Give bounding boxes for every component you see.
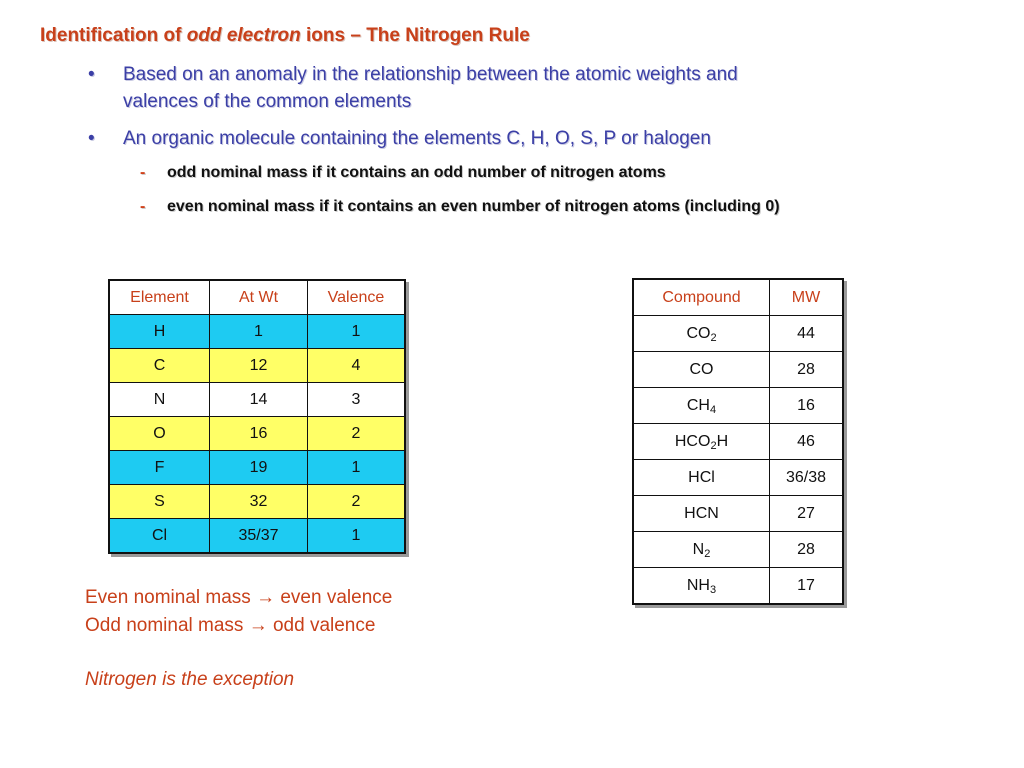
sub-bullet-text: odd nominal mass if it contains an odd number of nitrogen atoms <box>167 164 666 181</box>
cell-at-wt: 12 <box>210 349 308 383</box>
formula-subscript: 2 <box>710 331 717 344</box>
cell-valence: 2 <box>308 417 406 451</box>
cell-compound <box>633 388 770 424</box>
formula-subscript: 2 <box>704 547 711 560</box>
formula-main: CO <box>686 324 711 342</box>
cell-valence: 3 <box>308 383 406 417</box>
header-mw: MW <box>770 279 844 316</box>
cell-mw: 28 <box>770 352 844 388</box>
cell-compound <box>633 424 770 460</box>
header-valence: Valence <box>308 280 406 315</box>
formula-tail: H <box>716 432 729 450</box>
cell-mw: 46 <box>770 424 844 460</box>
cell-element: F <box>109 451 210 485</box>
cell-valence: 2 <box>308 485 406 519</box>
formula-subscript: 2 <box>710 439 717 452</box>
header-compound: Compound <box>633 279 770 316</box>
table-row <box>109 485 405 519</box>
table-row <box>633 460 843 496</box>
cell-compound <box>633 532 770 568</box>
title-emphasis: odd electron <box>186 25 301 46</box>
formula-main: CH <box>686 396 710 414</box>
formula-main: NH <box>686 576 710 594</box>
formula-main: HCO <box>674 432 711 450</box>
formula-main: HCN <box>684 504 719 522</box>
header-at-wt: At Wt <box>210 280 308 315</box>
table-row <box>109 519 405 554</box>
table-row <box>109 383 405 417</box>
table-header-row <box>109 280 405 315</box>
note-even <box>85 587 392 609</box>
cell-at-wt: 35/37 <box>210 519 308 554</box>
sub-bullet-marker: - <box>140 164 146 181</box>
bullet-marker: • <box>88 128 95 149</box>
note-exception: Nitrogen is the exception <box>85 669 295 690</box>
table-row <box>633 388 843 424</box>
arrow-icon: → <box>256 587 276 608</box>
formula-subscript: 3 <box>709 583 717 596</box>
table-header-row <box>633 279 843 316</box>
cell-mw: 28 <box>770 532 844 568</box>
formula-main: HCl <box>688 468 715 486</box>
table-row <box>109 417 405 451</box>
bullet-text: An organic molecule containing the elements C, H, O, S, P or halogen <box>123 128 711 149</box>
header-element: Element <box>109 280 210 315</box>
table-row <box>109 451 405 485</box>
cell-mw: 17 <box>770 568 844 605</box>
table-row <box>633 496 843 532</box>
cell-element: O <box>109 417 210 451</box>
element-table <box>108 279 406 554</box>
cell-mw: 36/38 <box>770 460 844 496</box>
compound-table <box>632 278 844 605</box>
sub-bullet-marker: - <box>140 198 146 215</box>
cell-at-wt: 16 <box>210 417 308 451</box>
cell-valence: 1 <box>308 451 406 485</box>
cell-element: Cl <box>109 519 210 554</box>
cell-element: H <box>109 315 210 349</box>
title-suffix: ions – The Nitrogen Rule <box>300 25 530 46</box>
table-row <box>633 532 843 568</box>
formula-subscript: 4 <box>709 403 717 416</box>
cell-at-wt: 32 <box>210 485 308 519</box>
cell-mw: 27 <box>770 496 844 532</box>
formula-main: N <box>692 540 705 558</box>
note-odd-pre: Odd nominal mass <box>85 615 249 636</box>
cell-compound <box>633 460 770 496</box>
table-row <box>633 568 843 605</box>
cell-valence: 1 <box>308 519 406 554</box>
formula-main: CO <box>689 360 714 378</box>
sub-bullet-text: even nominal mass if it contains an even number of nitrogen atoms (including 0) <box>167 198 780 215</box>
title-prefix: Identification of <box>40 25 187 46</box>
cell-compound <box>633 352 770 388</box>
note-odd <box>85 615 375 637</box>
cell-compound <box>633 496 770 532</box>
cell-valence: 1 <box>308 315 406 349</box>
cell-compound <box>633 316 770 352</box>
cell-compound <box>633 568 770 605</box>
cell-element: S <box>109 485 210 519</box>
cell-mw: 44 <box>770 316 844 352</box>
cell-element: N <box>109 383 210 417</box>
table-row <box>633 424 843 460</box>
cell-at-wt: 1 <box>210 315 308 349</box>
cell-mw: 16 <box>770 388 844 424</box>
cell-at-wt: 14 <box>210 383 308 417</box>
table-row <box>633 352 843 388</box>
arrow-icon: → <box>248 615 268 636</box>
table-row <box>109 349 405 383</box>
cell-valence: 4 <box>308 349 406 383</box>
bullet-text-line2: valences of the common elements <box>123 91 412 112</box>
bullet-organic-molecule <box>88 126 908 152</box>
cell-at-wt: 19 <box>210 451 308 485</box>
note-odd-post: odd valence <box>267 615 376 636</box>
table-row <box>633 316 843 352</box>
cell-element: C <box>109 349 210 383</box>
bullet-text-line1: Based on an anomaly in the relationship between the atomic weights and <box>123 64 738 85</box>
note-even-pre: Even nominal mass <box>85 587 257 608</box>
slide-title <box>40 25 530 47</box>
note-even-post: even valence <box>275 587 393 608</box>
table-row <box>109 315 405 349</box>
bullet-atomic-weights <box>88 62 908 114</box>
bullet-marker: • <box>88 64 95 85</box>
